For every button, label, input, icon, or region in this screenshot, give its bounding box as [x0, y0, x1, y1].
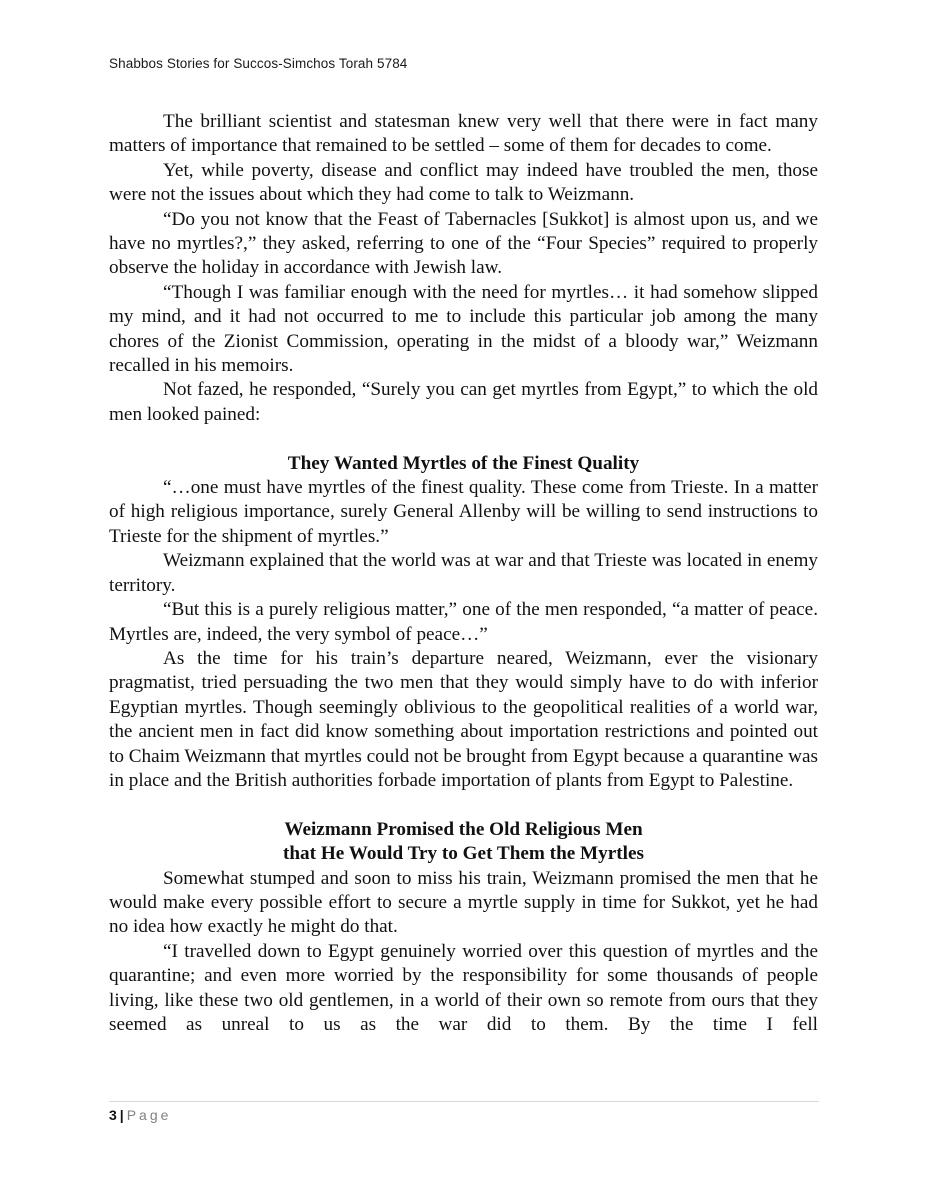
page-label: Page: [126, 1107, 172, 1123]
page-number: 3: [109, 1107, 117, 1123]
spacer: [109, 427, 818, 451]
paragraph: “But this is a purely religious matter,” one of the men responded, “a matter of peace. Myrtles are, indeed, the very symbol of peace…”: [109, 599, 818, 645]
paragraph: The brilliant scientist and statesman knew very well that there were in fact many matters of importance that remained to be settled – some of them for decades to come.: [109, 111, 818, 157]
page-footer: [109, 1107, 171, 1123]
paragraph: Not fazed, he responded, “Surely you can get myrtles from Egypt,” to which the old men looked pained:: [109, 379, 818, 425]
spacer: [109, 793, 818, 817]
paragraph: Yet, while poverty, disease and conflict may indeed have troubled the men, those were not the issues about which they had come to talk to Weizmann.: [109, 159, 818, 206]
section-heading-line-2: that He Would Try to Get Them the Myrtles: [283, 843, 644, 865]
running-header: Shabbos Stories for Succos-Simchos Torah 5784: [109, 56, 408, 71]
paragraph: “Do you not know that the Feast of Tabernacles [Sukkot] is almost upon us, and we have no myrtles?,” they asked, referring to one of the “Four Species” required to properly observe the holiday in accordance with Jewish law.: [109, 208, 818, 279]
paragraph: Weizmann explained that the world was at war and that Trieste was located in enemy territory.: [109, 550, 818, 596]
footer-separator: |: [119, 1107, 124, 1123]
paragraph: “…one must have myrtles of the finest quality. These come from Trieste. In a matter of high religious importance, surely General Allenby will be willing to send instructions to Trieste for the shipment of myrtles.”: [109, 477, 818, 547]
section-heading-line-1: Weizmann Promised the Old Religious Men: [284, 818, 643, 840]
paragraph: As the time for his train’s departure neared, Weizmann, ever the visionary pragmatist, tried persuading the two men that they would simply have to do with inferior Egyptian myrtles. Though seemingly oblivious to the geopolitical realities of a world war, the ancient men in fact did know something about importation restrictions and pointed out to Chaim Weizmann that myrtles could not be brought from Egypt because a quarantine was in place and the British authorities forbade importation of plants from Egypt to Palestine.: [109, 647, 818, 791]
paragraph: “Though I was familiar enough with the need for myrtles… it had somehow slipped my mind, and it had not occurred to me to include this particular job among the many chores of the Zionist Commission, operating in the midst of a bloody war,” Weizmann recalled in his memoirs.: [109, 281, 818, 377]
paragraph: Somewhat stumped and soon to miss his train, Weizmann promised the men that he would make every possible effort to secure a myrtle supply in time for Sukkot, yet he had no idea how exactly he might do that.: [109, 867, 818, 938]
footer-divider: [109, 1101, 819, 1102]
document-body: [109, 110, 818, 1037]
paragraph: “I travelled down to Egypt genuinely worried over this question of myrtles and the quarantine; and even more worried by the responsibility for some thousands of people living, like these two old gentlemen, in a world of their own so remote from ours that they seemed as unreal to us as the war did to them. By the time I fell: [109, 940, 818, 1035]
section-heading: They Wanted Myrtles of the Finest Quality: [287, 452, 640, 474]
